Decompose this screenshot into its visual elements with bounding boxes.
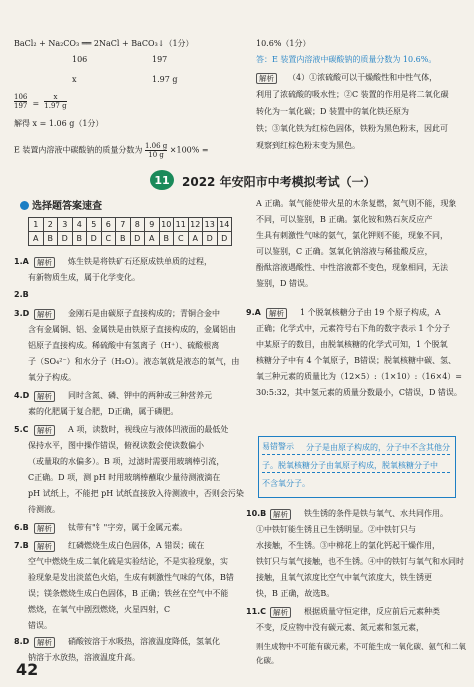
analysis-text: 有新物质生成，属于化学变化。	[28, 273, 140, 282]
analysis-text: 钛带有"钅"字旁，属于金属元素。	[68, 523, 188, 532]
analysis-text: 30:5:32，其中氢元素的质量分数最小，C错误，D 错误。	[256, 388, 462, 397]
section-banner	[150, 170, 376, 190]
analysis-text: 快，B 正确，故选B。	[256, 589, 335, 598]
analysis-tag: 解析	[34, 523, 55, 534]
answer-table-answer-cell: B	[159, 232, 174, 246]
quick-answers-header: 选择题答案速查	[20, 197, 102, 212]
analysis-text: 可以鉴别，C 正确。氢氧化钠溶液与稀盐酸反应，	[256, 247, 433, 256]
analysis-text: 中某原子的数目，由脱氧核糖的化学式可知，1 个脱氧	[256, 340, 448, 349]
analysis-text: （4）①浓硫酸可以干燥酸性和中性气体，	[288, 73, 438, 82]
answer-table-answer-cell: A	[145, 232, 160, 246]
percent-line: E 装置内溶液中碳酸钠的质量分数为 $\frac{1.06 g}{10 g}$ ×100% =	[14, 142, 209, 159]
answer-table	[28, 217, 232, 246]
analysis-text: 水接触，不生锈。③中棉花上的氯化钙起干燥作用，	[256, 541, 440, 550]
analysis-text: 铁；③氧化铁为红棕色固体，铁粉为黑色粉末，因此可	[256, 124, 448, 133]
answer-table-number-cell: 14	[217, 218, 232, 232]
answer-table-number-cell: 13	[203, 218, 218, 232]
answer-table-answer-cell: A	[29, 232, 44, 246]
equation-line: BaCl₂ + Na₂CO₃ ══ 2NaCl + BaCO₃↓（1分）	[14, 39, 194, 48]
analysis-tag: 解析	[270, 607, 291, 618]
analysis-text: 铁钉只与氧气接触，也不生锈。④中的铁钉与氧气和水同时	[256, 557, 464, 566]
answer-table-number-cell: 9	[145, 218, 160, 232]
answer-table-number-cell: 4	[72, 218, 87, 232]
analysis-text: 1 个脱氧核糖分子由 19 个原子构成，A	[300, 308, 441, 317]
analysis-text: 待测液。	[28, 505, 60, 514]
analysis-text: 素的化肥属于复合肥，D正确，属于磷肥。	[28, 407, 179, 416]
hint-text: 子。脱氧核糖分子由氧原子构成，脱氧核糖分子中	[262, 461, 438, 470]
analysis-text: 硝酸铵溶于水吸热，溶液温度降低，氢氧化	[68, 637, 220, 646]
analysis-text: 生具有刺激性气味的氨气，氯化钾则不能，现象不同，	[256, 231, 448, 240]
analysis-text: 观察到红棕色粉末变为黑色。	[256, 141, 360, 150]
question-number: 10.B	[246, 509, 267, 518]
mass-value: 1.97 g	[152, 75, 178, 84]
answer-table-answer-cell: D	[217, 232, 232, 246]
dashed-line	[262, 472, 450, 473]
analysis-tag: 解析	[34, 637, 55, 648]
answer-table-answer-cell: A	[188, 232, 203, 246]
answer-table-answer-cell: D	[87, 232, 102, 246]
analysis-tag: 解析	[34, 257, 55, 268]
analysis-text: 酚酞溶液遇酸性、中性溶液都不变色，现象相同，无法	[256, 263, 448, 272]
answer-table-answer-cell: D	[130, 232, 145, 246]
analysis-text: 炼生铁是将铁矿石还原成铁单质的过程，	[68, 257, 212, 266]
answer-table-number-cell: 1	[29, 218, 44, 232]
question-number: 6.B	[14, 523, 29, 532]
ratio-left: $\frac{106}{197}$	[14, 93, 28, 110]
analysis-text: 根据质量守恒定律，反应前后元素种类	[304, 607, 440, 616]
answer-table-number-cell: 6	[101, 218, 116, 232]
dashed-line	[262, 454, 450, 455]
analysis-text: 验现象是发出淡蓝色火焰，生成有刺激性气味的气体，B错	[28, 573, 234, 582]
answer-table-number-cell: 7	[116, 218, 131, 232]
mass-value: 106	[72, 55, 88, 64]
analysis-text: ①中铁钉能生锈且已生锈明显。②中铁钉只与	[256, 525, 416, 534]
answer-table-answer-cell: C	[174, 232, 189, 246]
analysis-tag: 解析	[266, 308, 287, 319]
question-number: 3.D	[14, 309, 30, 318]
analysis-text: A 正确。氧气能使带火星的木条复燃，氮气则不能，现象	[256, 199, 457, 208]
question-number: 1.A	[14, 257, 29, 266]
question-number: 8.D	[14, 637, 30, 646]
analysis-text: 红磷燃烧生成白色固体，A 错误；硫在	[68, 541, 205, 550]
percent-fraction: $\frac{1.06 g}{10 g}$	[144, 142, 168, 159]
question-number: 11.C	[246, 607, 267, 616]
bullet-icon	[20, 201, 29, 210]
analysis-text: 错误。	[28, 621, 52, 630]
mistake-warning-label: 易错警示	[262, 442, 294, 451]
question-number: 5.C	[14, 425, 29, 434]
table-row	[29, 218, 232, 232]
table-row	[29, 232, 232, 246]
mass-value: 197	[152, 55, 168, 64]
answer-table-number-cell: 10	[159, 218, 174, 232]
question-number: 7.B	[14, 541, 29, 550]
analysis-text: 氧三种元素的质量比为（12×5）:（1×10）:（16×4）=	[256, 372, 463, 381]
answer-table-number-cell: 5	[87, 218, 102, 232]
analysis-text: C正确。D 项，测 pH 时用玻璃棒蘸取少量待测液滴在	[28, 473, 221, 482]
analysis-text: 铝原子直接构成。稀硫酸中有氢离子（H⁺）、硫酸根离	[28, 341, 220, 350]
analysis-text: （或量取的水偏多）。B 项，过滤时需要用玻璃棒引流，	[28, 457, 225, 466]
answer-table-answer-cell: B	[116, 232, 131, 246]
question-number: 4.D	[14, 391, 30, 400]
analysis-text: 氧分子构成。	[28, 373, 76, 382]
answer-table-number-cell: 2	[43, 218, 58, 232]
analysis-tag: 解析	[34, 541, 55, 552]
analysis-text: 正确；化学式中，元素符号右下角的数字表示 1 个分子	[256, 324, 451, 333]
analysis-text: 不变，反应物中没有碳元素、氮元素和氢元素，	[256, 623, 424, 632]
section-number-badge: 11	[150, 170, 174, 190]
analysis-text: 鉴别，D 错误。	[256, 279, 313, 288]
answer-table-number-cell: 8	[130, 218, 145, 232]
answer-table-answer-cell: C	[101, 232, 116, 246]
analysis-text: 转化为一氧化碳；D 装置中的氧化铁还原为	[256, 107, 409, 116]
answer-table-answer-cell: D	[203, 232, 218, 246]
section-title: 2022 年安阳市中考模拟考试（一）	[182, 175, 376, 189]
analysis-tag: 解析	[256, 73, 277, 84]
analysis-text: 钠溶于水放热，溶液温度升高。	[28, 653, 140, 662]
answer-line: 答：E 装置内溶液中碳酸钠的质量分数为 10.6%。	[256, 55, 437, 64]
analysis-text: 含有金属铜、铝、金属铁是由铁原子直接构成的，金属铝由	[28, 325, 236, 334]
analysis-text: pH 试纸上，不能把 pH 试纸直接放入待测液中，否则会污染	[28, 489, 244, 498]
ratio-right: $\frac{x}{1.97 g}$	[44, 93, 67, 110]
analysis-text: 则生成物中不可能有碳元素，不可能生成一氧化碳、氨气和二氧化碳。	[256, 642, 466, 665]
analysis-text: 空气中燃烧生成二氧化硫是实验结论，不是实验现象，实	[28, 557, 228, 566]
answer-table-answer-cell: B	[43, 232, 58, 246]
analysis-tag: 解析	[34, 309, 55, 320]
analysis-text: 不同，可以鉴别，B 正确。氯化铵和熟石灰反应产	[256, 215, 433, 224]
analysis-text: 燃烧，在氧气中剧烈燃烧，火星四射，C	[28, 605, 171, 614]
analysis-text: 保持水平，图中操作错误，俯视读数会使读数偏小	[28, 441, 204, 450]
analysis-text: A 项，读数时，视线应与液体凹液面的最低处	[68, 425, 229, 434]
answer-table-answer-cell: D	[58, 232, 73, 246]
answer-table-number-cell: 12	[188, 218, 203, 232]
variable-x: x	[72, 75, 77, 84]
answer-table-answer-cell: B	[72, 232, 87, 246]
answer-table-number-cell: 11	[174, 218, 189, 232]
page-number: 42	[16, 660, 39, 679]
analysis-tag: 解析	[270, 509, 291, 520]
analysis-text: 接触，且氧气浓度比空气中氧气浓度大，铁生锈更	[256, 573, 432, 582]
question-number: 2.B	[14, 290, 29, 299]
analysis-tag: 解析	[34, 425, 55, 436]
analysis-text: 子（SO₄²⁻）和水分子（H₂O）。液态氧就是液态的氧气，由	[28, 357, 240, 366]
analysis-text: 铁生锈的条件是铁与氧气、水共同作用。	[304, 509, 448, 518]
hint-text: 分子是由原子构成的，分子中不含其他分	[306, 443, 450, 452]
analysis-text: 利用了浓硫酸的吸水性；②C 装置的作用是将二氧化碳	[256, 90, 449, 99]
hint-text: 不含氧分子。	[262, 479, 310, 488]
answer-table-number-cell: 3	[58, 218, 73, 232]
ratio-equation: $\frac{106}{197}$ = $\frac{x}{1.97 g}$	[14, 93, 67, 110]
analysis-text: 核糖分子中有 4 个氧原子，B错误；脱氧核糖中碳、氢、	[256, 356, 457, 365]
result-line: 10.6%（1分）	[256, 39, 311, 48]
analysis-text: 同时含氮、磷、钾中的两种或三种营养元	[68, 391, 212, 400]
solve-line: 解得 x = 1.06 g（1分）	[14, 119, 104, 128]
analysis-tag: 解析	[34, 391, 55, 402]
analysis-text: 误；镁条燃烧生成白色固体，B 正确；铁丝在空气中不能	[28, 589, 229, 598]
analysis-text: 金刚石是由碳原子直接构成的；青铜合金中	[68, 309, 220, 318]
question-number: 9.A	[246, 308, 261, 317]
